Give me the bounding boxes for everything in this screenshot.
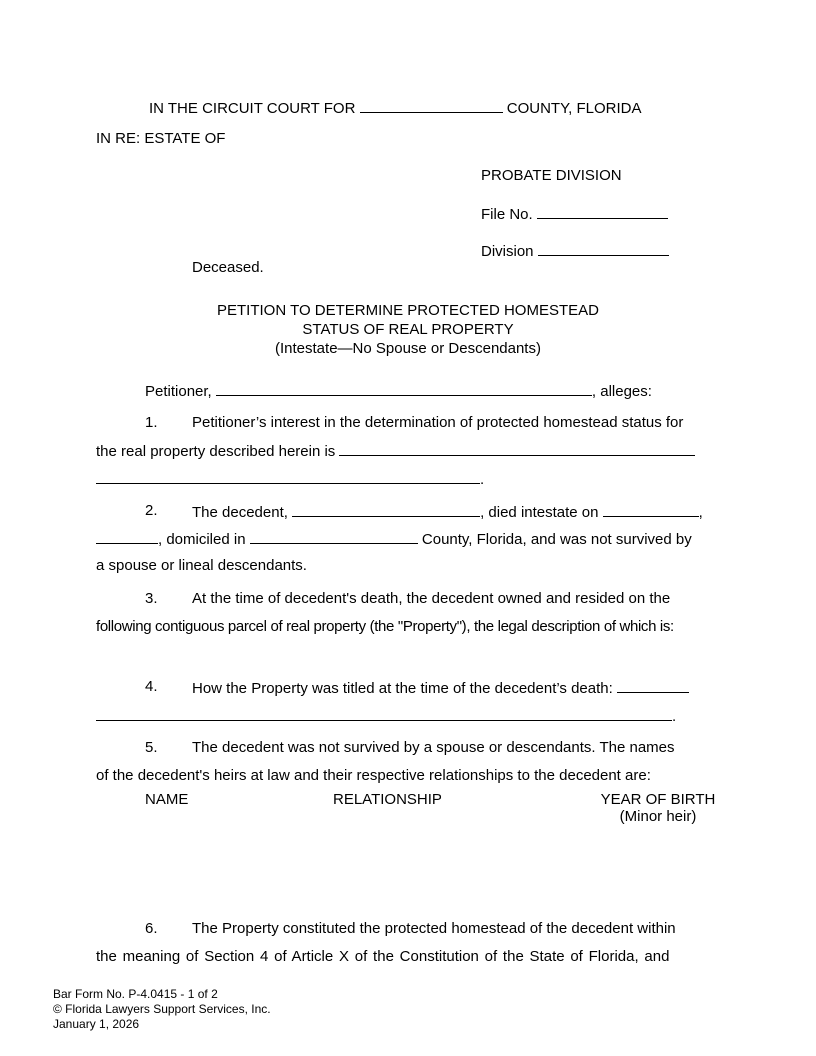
petitioner-line	[145, 381, 652, 400]
title-line-1: PETITION TO DETERMINE PROTECTED HOMESTEAD	[217, 302, 599, 319]
para6-line2: the meaning of Section 4 of Article X of the Constitution of the State of Florida, and	[96, 948, 670, 965]
para5-num: 5.	[145, 739, 158, 756]
para2-line3: a spouse or lineal descendants.	[96, 557, 307, 574]
heirs-col-name: NAME	[145, 791, 189, 808]
para3-line1: At the time of decedent's death, the decedent owned and resided on the	[192, 590, 671, 607]
para2-d: County, Florida, and was not survived by	[421, 531, 692, 548]
para1-line1: Petitioner’s interest in the determination of protected homestead status for	[192, 414, 684, 431]
interest-blank-2[interactable]	[96, 469, 480, 484]
title-manner-blank-1[interactable]	[617, 678, 689, 693]
para1-line3	[96, 469, 484, 488]
para6-num: 6.	[145, 920, 158, 937]
para4-line2	[96, 706, 676, 725]
para4-num: 4.	[145, 678, 158, 695]
footer-copyright: © Florida Lawyers Support Services, Inc.	[53, 1002, 271, 1016]
heirs-col-year	[592, 791, 724, 825]
domicile-county-blank[interactable]	[250, 529, 418, 544]
petitioner-suffix: , alleges:	[591, 383, 652, 400]
footer-form-no: Bar Form No. P-4.0415 - 1 of 2	[53, 987, 218, 1001]
decedent-name-blank[interactable]	[292, 502, 480, 517]
court-suffix: COUNTY, FLORIDA	[506, 100, 642, 117]
death-year-blank[interactable]	[96, 529, 158, 544]
para2-a: The decedent,	[192, 504, 288, 521]
death-date-blank[interactable]	[603, 502, 699, 517]
para1-period: .	[480, 471, 485, 488]
county-blank[interactable]	[360, 98, 503, 113]
title-manner-blank-2[interactable]	[96, 706, 672, 721]
file-no-label: File No.	[481, 206, 533, 223]
deceased-label: Deceased.	[192, 259, 264, 276]
court-heading	[149, 98, 642, 117]
title-line-3: (Intestate—No Spouse or Descendants)	[275, 340, 541, 357]
para4-period: .	[672, 708, 677, 725]
para1-line2	[96, 441, 695, 460]
para2-line1	[192, 502, 703, 521]
para5-line1: The decedent was not survived by a spouse or descendants. The names	[192, 739, 675, 756]
footer-date: January 1, 2026	[53, 1017, 140, 1031]
division-label: Division	[481, 243, 534, 260]
division-line	[481, 241, 669, 260]
heirs-col-relationship: RELATIONSHIP	[333, 791, 442, 808]
para2-num: 2.	[145, 502, 158, 519]
heirs-col-year-sub: (Minor heir)	[619, 808, 697, 825]
para3-num: 3.	[145, 590, 158, 607]
title-line-2: STATUS OF REAL PROPERTY	[302, 321, 514, 338]
para4-line1-text: How the Property was titled at the time of the decedent’s death:	[192, 680, 613, 697]
division-blank[interactable]	[538, 241, 669, 256]
file-no-blank[interactable]	[537, 204, 668, 219]
interest-blank-1[interactable]	[339, 441, 695, 456]
file-no-line	[481, 204, 668, 223]
petitioner-name-blank[interactable]	[216, 381, 592, 396]
petitioner-prefix: Petitioner,	[145, 383, 212, 400]
para2-c: , domiciled in	[158, 531, 246, 548]
para2-line2	[96, 529, 692, 548]
heirs-col-year-label: YEAR OF BIRTH	[600, 791, 716, 808]
document-title	[0, 301, 816, 358]
para1-num: 1.	[145, 414, 158, 431]
court-prefix: IN THE CIRCUIT COURT FOR	[149, 100, 356, 117]
in-re-estate: IN RE: ESTATE OF	[96, 130, 226, 147]
para2-b: , died intestate on	[480, 504, 599, 521]
para5-line2: of the decedent's heirs at law and their respective relationships to the decedent are:	[96, 767, 651, 784]
para2-comma: ,	[698, 504, 703, 521]
form-footer	[53, 987, 271, 1032]
probate-division: PROBATE DIVISION	[481, 167, 622, 184]
para3-line2: following contiguous parcel of real property (the "Property"), the legal description of which is:	[96, 618, 674, 635]
para4-line1	[192, 678, 689, 697]
para1-line2-prefix: the real property described herein is	[96, 443, 336, 460]
para6-line1: The Property constituted the protected homestead of the decedent within	[192, 920, 676, 937]
